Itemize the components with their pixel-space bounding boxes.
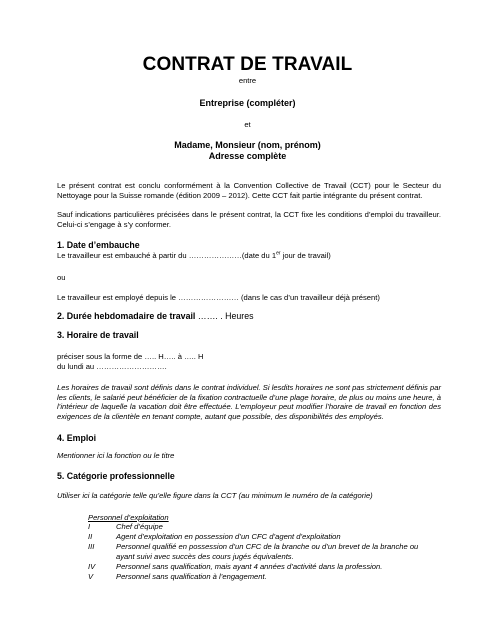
- category-text: ayant suivi avec succès des cours jugés équivalents.: [116, 552, 294, 561]
- section-3-heading: 3. Horaire de travail: [57, 330, 139, 340]
- schedule-note: Les horaires de travail sont définis dans le contrat individuel. Si lesdits horaires ne sont pas strictement définis par les clients, le salarié peut bénéficier de la fixation contractuelle d’une plage horaire, de plus ou moins une heure, à l’intérieur de laquelle la vacation doit être effectuée. L’employeur peut modifier l’horaire de travail en fonction des exigences de la clientèle en tenant compte, autant que possible, des disponibilités des employés.: [57, 383, 441, 421]
- section-2-title: 2. Durée hebdomadaire de travail: [57, 311, 196, 321]
- section-5-heading: 5. Catégorie professionnelle: [57, 471, 175, 481]
- intro-paragraph-2: Sauf indications particulières précisées dans le présent contrat, la CCT fixe les conditions d’emploi du travailleur. Celui-ci s’engage à s’y conformer.: [57, 210, 441, 229]
- hire-date-text-b: jour de travail): [280, 251, 331, 260]
- section-2-heading: [57, 311, 254, 321]
- between-label: entre: [238, 76, 257, 85]
- schedule-line-1: préciser sous la forme de ….. H….. à ….. H: [57, 352, 204, 361]
- hire-date-text-a: Le travailleur est embauché à partir du …………………(date du 1: [57, 251, 277, 260]
- address-label: Adresse complète: [208, 151, 287, 161]
- hire-date-sup: er: [276, 250, 281, 257]
- category-text: Agent d’exploitation en possession d’un CFC d’agent d’exploitation: [116, 532, 341, 541]
- schedule-line-2: du lundi au ……………………….: [57, 362, 167, 371]
- intro-paragraph-1: Le présent contrat est conclu conformément à la Convention Collective de Travail (CCT) pour le Secteur du Nettoyage pour la Suisse romande (édition 2009 – 2012). Cette CCT fait partie intégrante du présent contrat.: [57, 181, 441, 200]
- category-text: Personnel sans qualification à l’engagement.: [116, 572, 267, 581]
- operating-staff-heading: Personnel d’exploitation: [88, 513, 169, 522]
- weekly-hours-value: ……. . Heures: [195, 311, 254, 321]
- company-label: Entreprise (compléter): [199, 98, 296, 108]
- and-label: et: [244, 120, 251, 129]
- category-num: IV: [88, 562, 96, 571]
- category-num: I: [88, 522, 91, 531]
- category-text: Personnel sans qualification, mais ayant 4 années d’activité dans la profession.: [116, 562, 383, 571]
- category-num: V: [88, 572, 94, 581]
- employee-name-label: Madame, Monsieur (nom, prénom): [174, 140, 321, 150]
- or-label: ou: [57, 273, 66, 282]
- category-note: Utiliser ici la catégorie telle qu’elle figure dans la CCT (au minimum le numéro de la catégorie): [57, 491, 373, 500]
- category-text: Personnel qualifié en possession d’un CFC de la branche ou d’un brevet de la branche ou: [116, 542, 419, 551]
- section-4-heading: 4. Emploi: [57, 433, 97, 443]
- employed-since-line: Le travailleur est employé depuis le …………………… (dans le cas d’un travailleur déjà présent): [57, 293, 380, 302]
- category-num: III: [88, 542, 95, 551]
- hire-date-line: [57, 251, 331, 260]
- category-text: Chef d’équipe: [116, 522, 163, 531]
- category-num: II: [88, 532, 93, 541]
- job-note: Mentionner ici la fonction ou le titre: [57, 451, 175, 460]
- section-1-heading: 1. Date d’embauche: [57, 240, 140, 250]
- document-title: CONTRAT DE TRAVAIL: [142, 54, 353, 75]
